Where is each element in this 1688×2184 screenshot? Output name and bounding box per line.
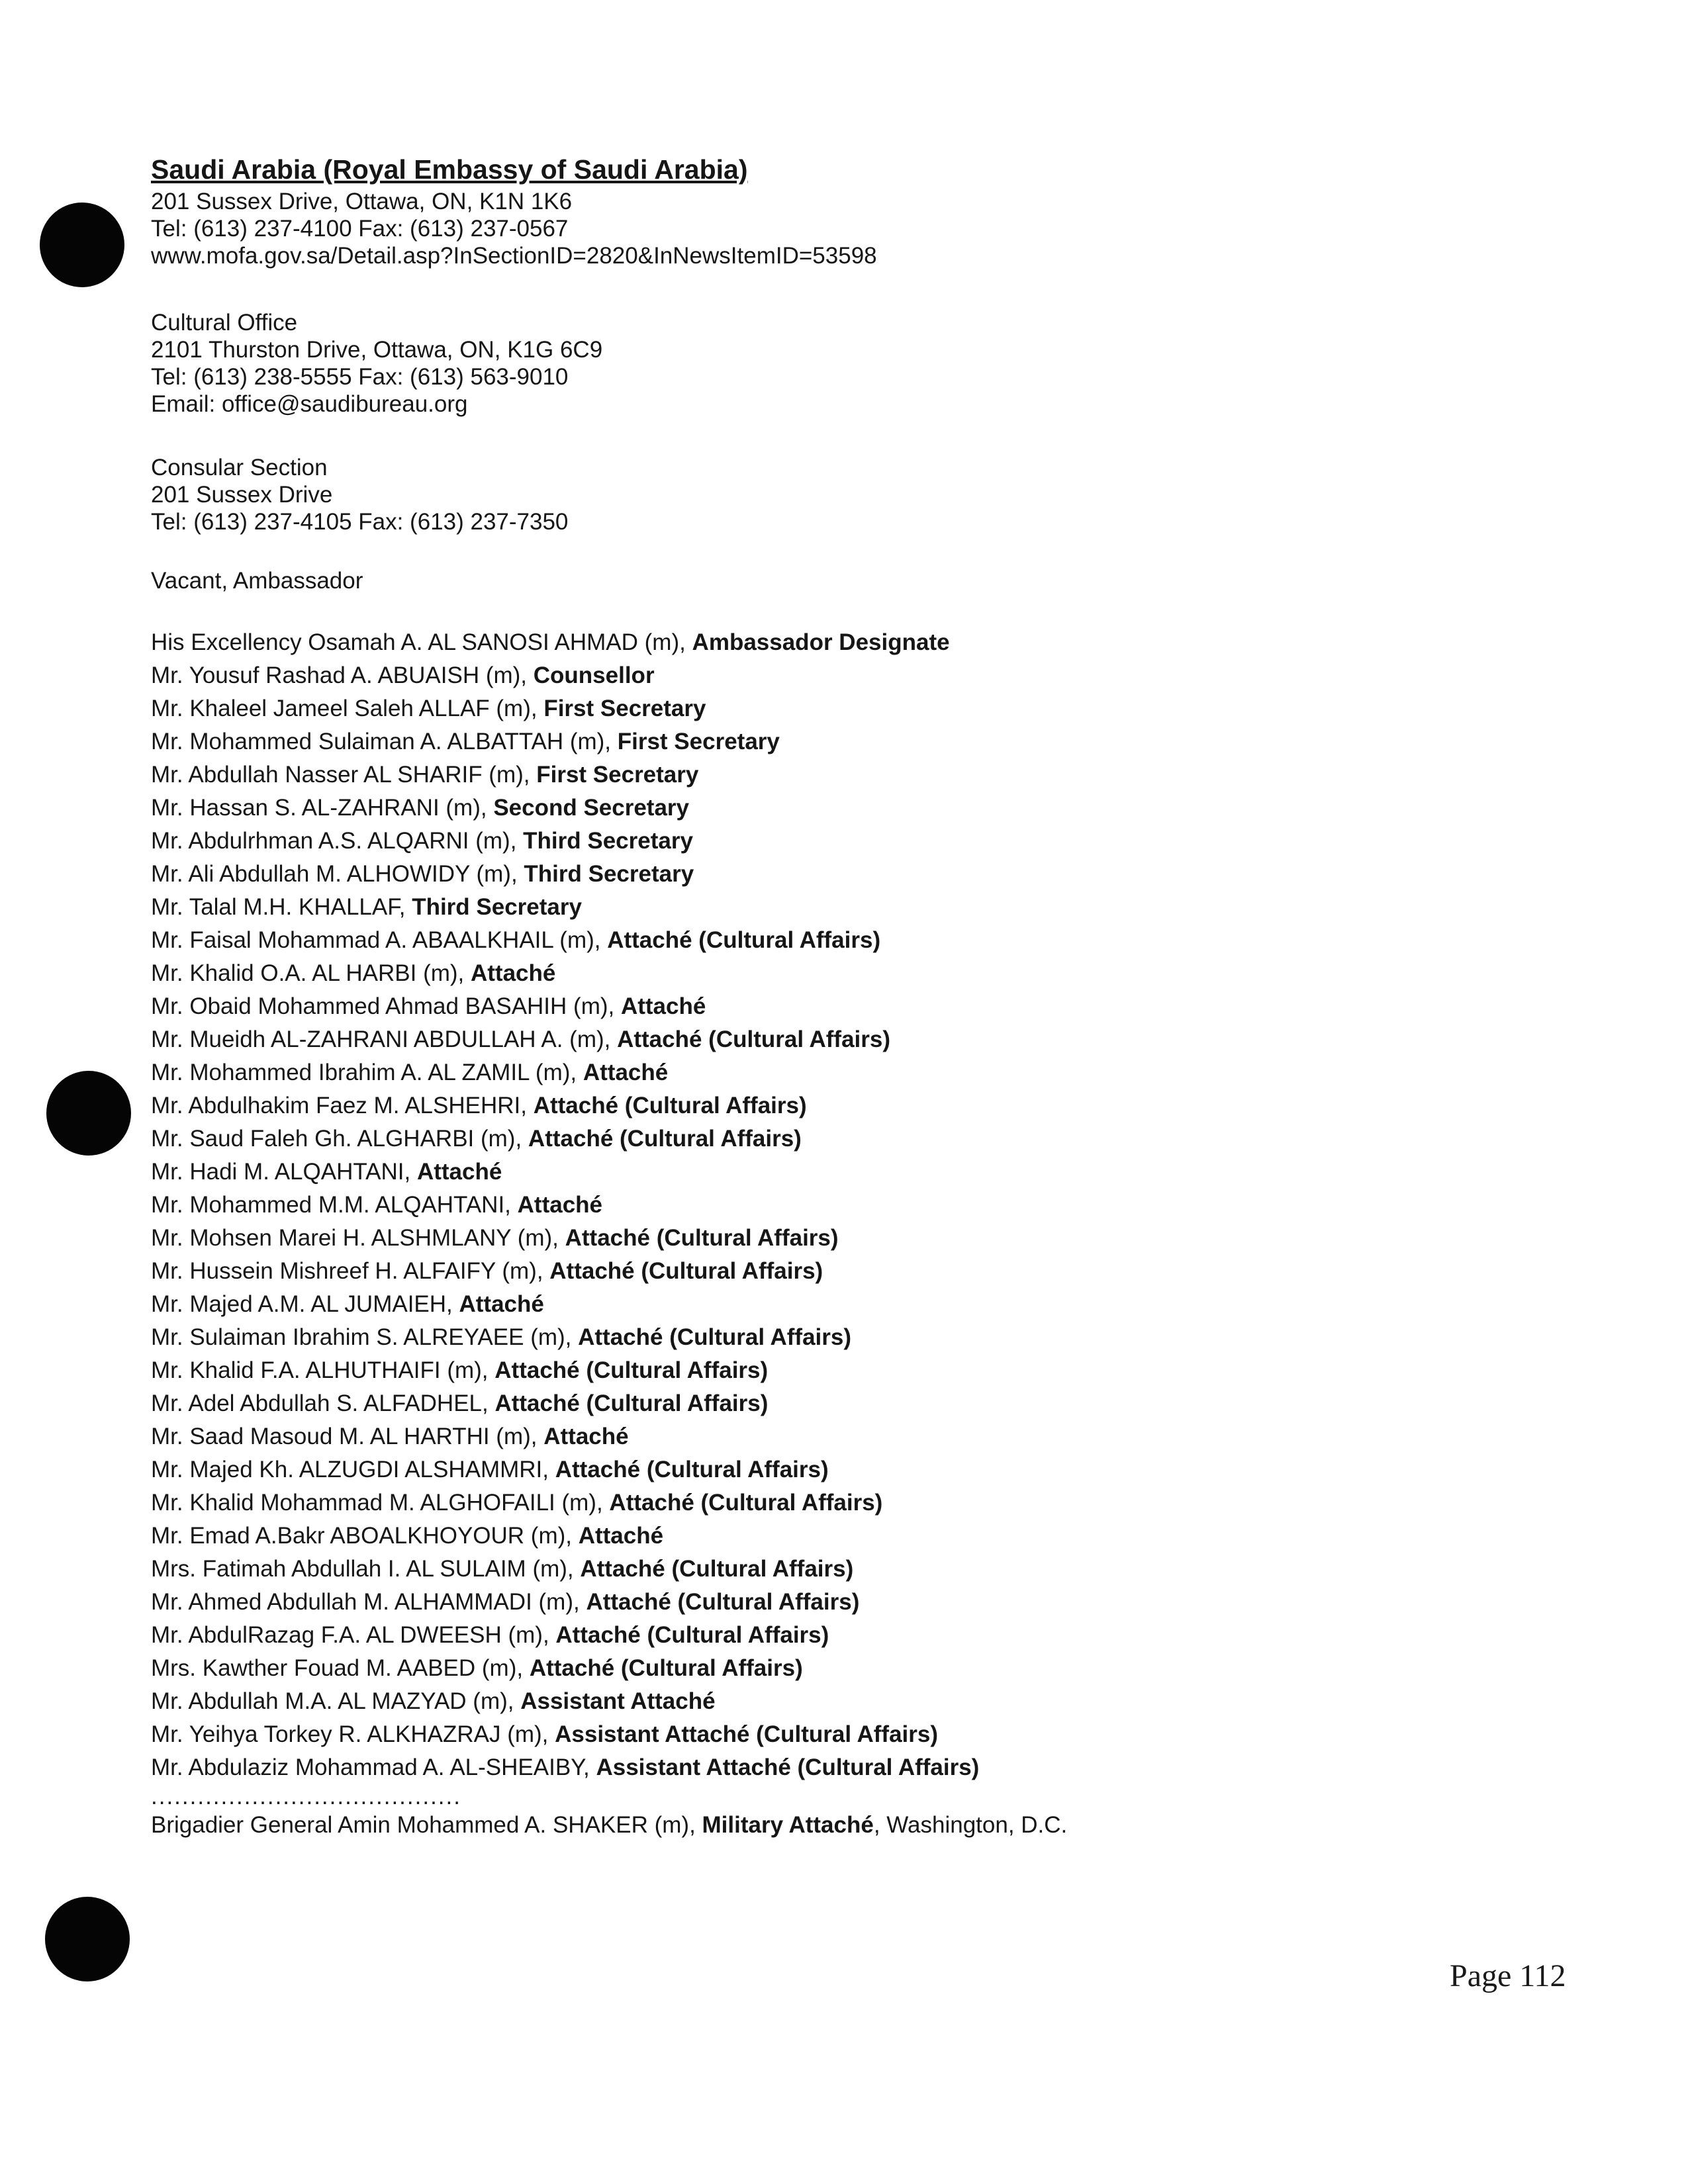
page-number: Page 112: [1450, 1958, 1566, 1993]
ambassador-line: Vacant, Ambassador: [151, 568, 363, 594]
staff-name: Mr. Khalid Mohammad M. ALGHOFAILI (m),: [151, 1490, 610, 1516]
separator-dots: ........................................: [151, 1784, 461, 1809]
staff-title: Attaché (Cultural Affairs): [494, 1390, 769, 1416]
staff-title: Third Secretary: [523, 828, 693, 854]
staff-row: [151, 1486, 1409, 1520]
staff-name: Mr. Hussein Mishreef H. ALFAIFY (m),: [151, 1258, 550, 1284]
staff-row: [151, 1619, 1409, 1652]
consular-section-name: Consular Section: [151, 455, 328, 480]
staff-title: Attaché: [583, 1060, 669, 1085]
staff-title: Attaché (Cultural Affairs): [609, 1490, 883, 1516]
staff-row: [151, 1255, 1409, 1288]
staff-row: [151, 990, 1409, 1023]
staff-name: Mr. Mohammed Ibrahim A. AL ZAMIL (m),: [151, 1060, 583, 1085]
staff-name: Mr. Majed A.M. AL JUMAIEH,: [151, 1291, 459, 1317]
staff-row: [151, 891, 1409, 924]
embassy-phone: Tel: (613) 237-4100 Fax: (613) 237-0567: [151, 216, 569, 242]
staff-name: Mr. Ahmed Abdullah M. ALHAMMADI (m),: [151, 1589, 586, 1615]
staff-name: Mr. AbdulRazag F.A. AL DWEESH (m),: [151, 1622, 556, 1648]
staff-title: Attaché (Cultural Affairs): [580, 1556, 854, 1582]
staff-title: Assistant Attaché (Cultural Affairs): [596, 1754, 980, 1780]
staff-row: [151, 692, 1409, 725]
military-attache-line: [151, 1809, 1409, 1841]
staff-row: [151, 758, 1409, 792]
staff-name: Mr. Ali Abdullah M. ALHOWIDY (m),: [151, 861, 524, 887]
staff-name: Mr. Saad Masoud M. AL HARTHI (m),: [151, 1424, 544, 1449]
staff-name: Mr. Hassan S. AL-ZAHRANI (m),: [151, 795, 494, 821]
staff-row: [151, 1718, 1409, 1751]
staff-title: Attaché: [620, 993, 706, 1019]
staff-row: [151, 924, 1409, 957]
staff-name: Mr. Sulaiman Ibrahim S. ALREYAEE (m),: [151, 1324, 579, 1350]
staff-row: [151, 626, 1409, 659]
staff-title: Attaché (Cultural Affairs): [494, 1357, 769, 1383]
staff-name: Mr. Adel Abdullah S. ALFADHEL,: [151, 1390, 495, 1416]
consular-section-phone: Tel: (613) 237-4105 Fax: (613) 237-7350: [151, 509, 569, 535]
punch-hole-bottom: [45, 1897, 130, 1981]
staff-title: First Secretary: [617, 729, 780, 754]
staff-name: Mr. Emad A.Bakr ABOALKHOYOUR (m),: [151, 1523, 579, 1549]
staff-name: Mr. Saud Faleh Gh. ALGHARBI (m),: [151, 1126, 528, 1152]
staff-title: Attaché (Cultural Affairs): [565, 1225, 839, 1251]
staff-list: [151, 626, 1409, 1784]
staff-name: Mr. Khalid F.A. ALHUTHAIFI (m),: [151, 1357, 495, 1383]
staff-name: Mr. Khaleel Jameel Saleh ALLAF (m),: [151, 696, 544, 721]
staff-title: Attaché: [459, 1291, 544, 1317]
staff-title: Attaché (Cultural Affairs): [549, 1258, 823, 1284]
staff-row: [151, 1453, 1409, 1486]
consular-section-block: [151, 454, 1409, 535]
embassy-address: 201 Sussex Drive, Ottawa, ON, K1N 1K6: [151, 189, 573, 214]
staff-title: Attaché: [543, 1424, 629, 1449]
punch-hole-middle: [46, 1071, 131, 1156]
staff-row: [151, 725, 1409, 758]
embassy-website: www.mofa.gov.sa/Detail.asp?InSectionID=2820&InNewsItemID=53598: [151, 243, 877, 269]
staff-title: Attaché (Cultural Affairs): [586, 1589, 860, 1615]
staff-name: Mr. Abdulrhman A.S. ALQARNI (m),: [151, 828, 524, 854]
staff-row: [151, 1156, 1409, 1189]
staff-row: [151, 1420, 1409, 1453]
staff-name: Mr. Mohammed M.M. ALQAHTANI,: [151, 1192, 518, 1218]
staff-row: [151, 1056, 1409, 1089]
staff-title: First Secretary: [536, 762, 699, 788]
staff-row: [151, 1553, 1409, 1586]
staff-name: Mr. Abdulaziz Mohammad A. AL-SHEAIBY,: [151, 1754, 596, 1780]
staff-row: [151, 1387, 1409, 1420]
staff-title: Second Secretary: [493, 795, 690, 821]
cultural-office-block: [151, 309, 1409, 418]
cultural-office-name: Cultural Office: [151, 310, 298, 336]
staff-name: Mr. Abdullah M.A. AL MAZYAD (m),: [151, 1688, 521, 1714]
embassy-address-block: [151, 188, 1409, 269]
cultural-office-email: Email: office@saudibureau.org: [151, 391, 468, 417]
staff-title: First Secretary: [543, 696, 706, 721]
staff-row: [151, 1321, 1409, 1354]
staff-title: Third Secretary: [524, 861, 694, 887]
staff-title: Attaché (Cultural Affairs): [555, 1622, 829, 1648]
staff-row: [151, 659, 1409, 692]
military-attache-location: , Washington, D.C.: [873, 1812, 1068, 1838]
consular-section-address: 201 Sussex Drive: [151, 482, 333, 508]
staff-name: Mrs. Fatimah Abdullah I. AL SULAIM (m),: [151, 1556, 581, 1582]
staff-row: [151, 1222, 1409, 1255]
staff-name: Mr. Mohammed Sulaiman A. ALBATTAH (m),: [151, 729, 618, 754]
staff-row: [151, 1354, 1409, 1387]
staff-title: Attaché (Cultural Affairs): [533, 1093, 807, 1118]
staff-name: Mr. Obaid Mohammed Ahmad BASAHIH (m),: [151, 993, 621, 1019]
staff-row: [151, 1189, 1409, 1222]
staff-title: Counsellor: [533, 662, 655, 688]
staff-name: Mr. Mohsen Marei H. ALSHMLANY (m),: [151, 1225, 565, 1251]
staff-row: [151, 792, 1409, 825]
staff-name: Mr. Abdullah Nasser AL SHARIF (m),: [151, 762, 537, 788]
staff-title: Attaché: [471, 960, 556, 986]
staff-title: Attaché: [578, 1523, 664, 1549]
staff-title: Assistant Attaché (Cultural Affairs): [555, 1721, 938, 1747]
staff-row: [151, 1520, 1409, 1553]
embassy-entry: [151, 154, 1409, 1841]
cultural-office-address: 2101 Thurston Drive, Ottawa, ON, K1G 6C9: [151, 337, 603, 363]
punch-hole-top: [40, 203, 124, 287]
staff-title: Attaché (Cultural Affairs): [528, 1126, 802, 1152]
staff-row: [151, 1122, 1409, 1156]
staff-row: [151, 1652, 1409, 1685]
staff-title: Attaché (Cultural Affairs): [617, 1026, 891, 1052]
staff-title: Third Secretary: [412, 894, 582, 920]
staff-name: Mr. Yeihya Torkey R. ALKHAZRAJ (m),: [151, 1721, 555, 1747]
military-attache-name: Brigadier General Amin Mohammed A. SHAKER (m),: [151, 1812, 702, 1838]
staff-name: His Excellency Osamah A. AL SANOSI AHMAD (m),: [151, 629, 692, 655]
staff-title: Attaché: [517, 1192, 603, 1218]
staff-row: [151, 858, 1409, 891]
staff-title: Attaché (Cultural Affairs): [555, 1457, 829, 1482]
staff-name: Mr. Mueidh AL-ZAHRANI ABDULLAH A. (m),: [151, 1026, 618, 1052]
staff-title: Attaché (Cultural Affairs): [578, 1324, 852, 1350]
staff-title: Ambassador Designate: [692, 629, 950, 655]
staff-row: [151, 1288, 1409, 1321]
staff-row: [151, 1751, 1409, 1784]
staff-name: Mr. Khalid O.A. AL HARBI (m),: [151, 960, 471, 986]
staff-row: [151, 957, 1409, 990]
staff-row: [151, 1685, 1409, 1718]
military-attache-title: Military Attaché: [702, 1812, 874, 1838]
staff-name: Mr. Abdulhakim Faez M. ALSHEHRI,: [151, 1093, 534, 1118]
staff-row: [151, 1089, 1409, 1122]
staff-title: Attaché (Cultural Affairs): [529, 1655, 803, 1681]
staff-name: Mr. Majed Kh. ALZUGDI ALSHAMMRI,: [151, 1457, 555, 1482]
staff-name: Mr. Talal M.H. KHALLAF,: [151, 894, 412, 920]
staff-row: [151, 825, 1409, 858]
staff-title: Attaché (Cultural Affairs): [607, 927, 881, 953]
staff-row: [151, 1023, 1409, 1056]
staff-title: Assistant Attaché: [520, 1688, 716, 1714]
staff-row: [151, 1586, 1409, 1619]
staff-name: Mr. Faisal Mohammad A. ABAALKHAIL (m),: [151, 927, 608, 953]
page-title: Saudi Arabia (Royal Embassy of Saudi Arabia): [151, 154, 748, 185]
staff-name: Mr. Hadi M. ALQAHTANI,: [151, 1159, 417, 1185]
staff-name: Mrs. Kawther Fouad M. AABED (m),: [151, 1655, 530, 1681]
staff-name: Mr. Yousuf Rashad A. ABUAISH (m),: [151, 662, 534, 688]
cultural-office-phone: Tel: (613) 238-5555 Fax: (613) 563-9010: [151, 364, 569, 390]
staff-title: Attaché: [416, 1159, 502, 1185]
